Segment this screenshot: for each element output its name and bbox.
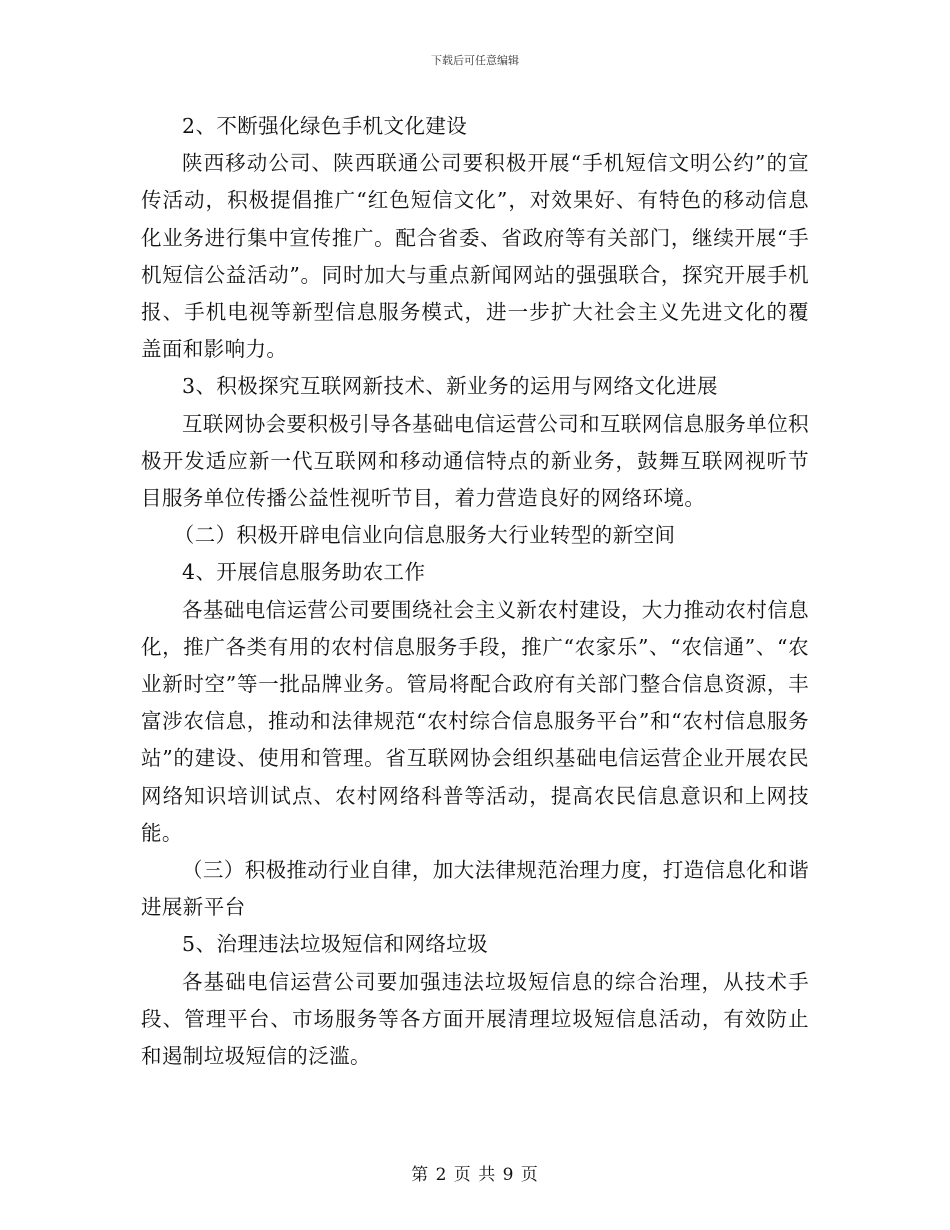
section-heading-4: 4、开展信息服务助农工作	[182, 560, 426, 585]
section-heading-2: 2、不断强化绿色手机文化建设	[182, 114, 468, 138]
document-body	[141, 108, 809, 1075]
paragraph-rural-informatization: 各基础电信运营公司要围绕社会主义新农村建设，大力推动农村信息化，推广各类有用的农村信息服务手段，推广“农家乐”、“农信通”、“农业新时空”等一批品牌业务。管局将配合政府有关部门整合信息资源，丰富涉农信息，推动和法律规范“农村综合信息服务平台”和“农村信息服务站”的建设、使用和管理。省互联网协会组织基础电信运营企业开展农民网络知识培训试点、农村网络科普等活动，提高农民信息意识和上网技能。	[141, 597, 809, 845]
section-heading-5: 5、治理违法垃圾短信和网络垃圾	[182, 932, 489, 957]
page-header: 下载后可任意编辑	[431, 54, 519, 67]
section-heading-3: 3、积极探究互联网新技术、新业务的运用与网络文化进展	[182, 374, 718, 399]
paragraph-green-mobile-culture: 陕西移动公司、陕西联通公司要积极开展“手机短信文明公约”的宣传活动，积极提倡推广“红色短信文化”，对效果好、有特色的移动信息化业务进行集中宣传推广。配合省委、省政府等有关部门，继续开展“手机短信公益活动”。同时加大与重点新闻网站的强强联合，探究开展手机报、手机电视等新型信息服务模式，进一步扩大社会主义先进文化的覆盖面和影响力。	[141, 151, 809, 362]
section-heading-part-3: （三）积极推动行业自律，加大法律规范治理力度，打造信息化和谐进展新平台	[141, 858, 809, 920]
paragraph-spam-governance: 各基础电信运营公司要加强违法垃圾短信息的综合治理，从技术手段、管理平台、市场服务等各方面开展清理垃圾短信息活动，有效防止和遏制垃圾短信的泛滥。	[141, 969, 809, 1069]
page-number-footer: 第 2 页 共 9 页	[411, 1165, 539, 1185]
section-heading-part-2: （二）积极开辟电信业向信息服务大行业转型的新空间	[173, 523, 676, 548]
paragraph-internet-association: 互联网协会要积极引导各基础电信运营公司和互联网信息服务单位积极开发适应新一代互联网和移动通信特点的新业务，鼓舞互联网视听节目服务单位传播公益性视听节目，着力营造良好的网络环境。	[141, 411, 809, 511]
